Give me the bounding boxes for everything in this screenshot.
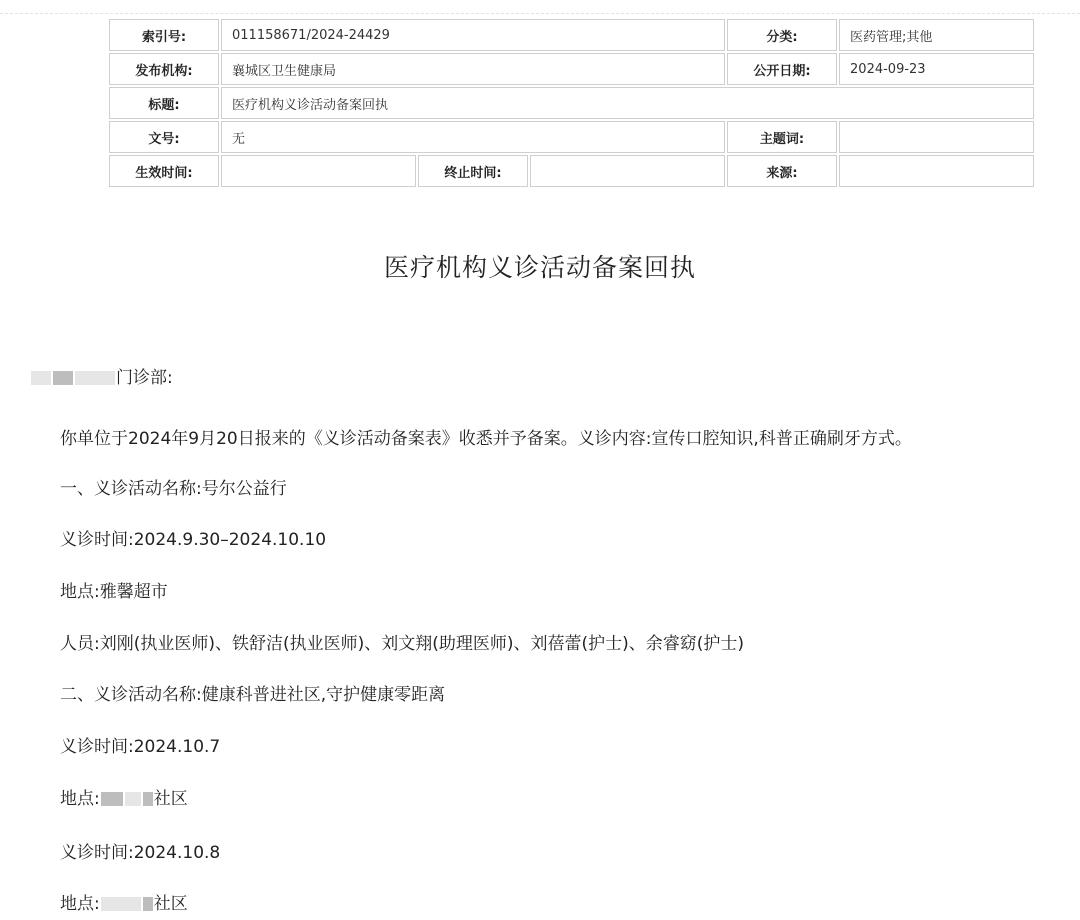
activity2-time1: 义诊时间:2024.10.7	[60, 737, 221, 757]
metadata-row	[109, 53, 1034, 85]
top-divider	[0, 13, 1080, 14]
redaction-block	[101, 792, 123, 806]
category-value: 医药管理;其他	[839, 19, 1034, 51]
doc-no-label: 文号:	[109, 121, 219, 153]
addressee-line	[30, 363, 173, 388]
publish-date-value: 2024-09-23	[839, 53, 1034, 85]
activity1-time: 义诊时间:2024.9.30–2024.10.10	[60, 530, 327, 550]
source-value	[839, 155, 1034, 187]
activity2-place1	[60, 784, 188, 809]
effective-value	[221, 155, 416, 187]
place2-suffix: 社区	[153, 894, 188, 914]
publisher-value: 襄城区卫生健康局	[221, 53, 725, 85]
metadata-row	[109, 155, 1034, 187]
redaction-block	[75, 371, 115, 385]
publisher-label: 发布机构:	[109, 53, 219, 85]
redaction-block	[31, 371, 51, 385]
place1-prefix: 地点:	[60, 789, 100, 809]
activity1-place: 地点:雅馨超市	[60, 582, 168, 602]
redaction-block	[101, 897, 141, 911]
metadata-row	[109, 19, 1034, 51]
place2-prefix: 地点:	[60, 894, 100, 914]
redaction-block	[143, 792, 153, 806]
activity2-time2: 义诊时间:2024.10.8	[60, 843, 221, 863]
redaction-block	[143, 897, 153, 911]
addressee-text: 门诊部:	[116, 368, 173, 388]
title-label: 标题:	[109, 87, 219, 119]
metadata-row	[109, 121, 1034, 153]
source-label: 来源:	[727, 155, 837, 187]
effective-label: 生效时间:	[109, 155, 219, 187]
activity1-name: 一、义诊活动名称:号尔公益行	[60, 479, 287, 499]
metadata-table	[107, 17, 1036, 189]
index-value: 011158671/2024-24429	[221, 19, 725, 51]
end-label: 终止时间:	[418, 155, 528, 187]
publish-date-label: 公开日期:	[727, 53, 837, 85]
subject-label: 主题词:	[727, 121, 837, 153]
place1-suffix: 社区	[153, 789, 188, 809]
end-value	[530, 155, 725, 187]
document-title: 医疗机构义诊活动备案回执	[383, 253, 696, 282]
activity2-name: 二、义诊活动名称:健康科普进社区,守护健康零距离	[60, 685, 446, 705]
title-value: 医疗机构义诊活动备案回执	[221, 87, 1034, 119]
index-label: 索引号:	[109, 19, 219, 51]
metadata-row	[109, 87, 1034, 119]
doc-no-value: 无	[221, 121, 725, 153]
activity2-place2	[60, 889, 188, 914]
intro-paragraph: 你单位于2024年9月20日报来的《义诊活动备案表》收悉并予备案。义诊内容:宣传口腔知识,科普正确刷牙方式。	[60, 429, 912, 449]
activity1-staff: 人员:刘刚(执业医师)、铁舒洁(执业医师)、刘文翔(助理医师)、刘蓓蕾(护士)、余睿窈(护士)	[60, 634, 745, 654]
category-label: 分类:	[727, 19, 837, 51]
subject-value	[839, 121, 1034, 153]
redaction-block	[125, 792, 141, 806]
redaction-block	[53, 371, 73, 385]
